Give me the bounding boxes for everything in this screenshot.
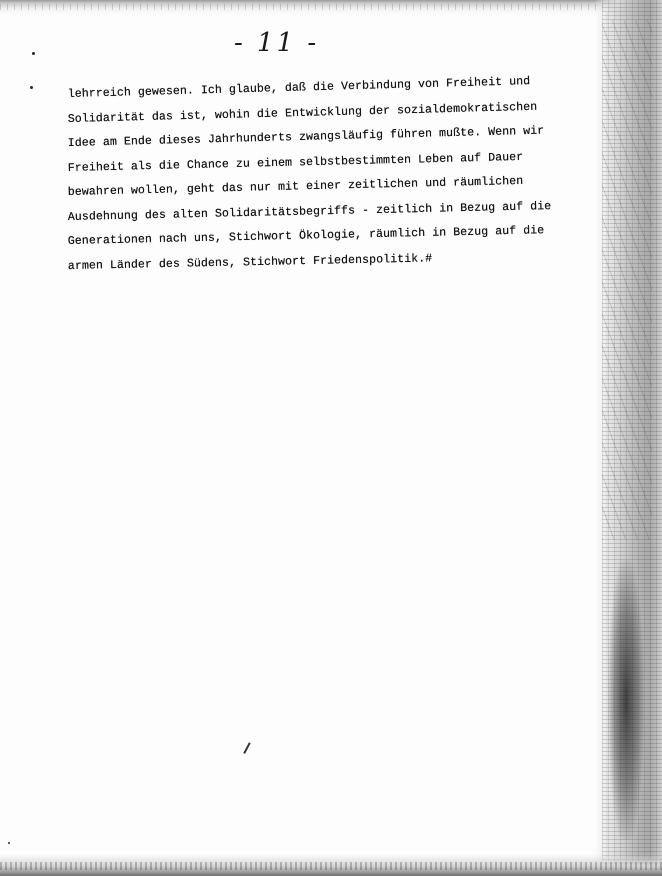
body-text bbox=[67, 75, 568, 284]
margin-speck bbox=[32, 52, 35, 55]
text-line: Idee am Ende dieses Jahrhunderts zwangsläufig führen mußte. Wenn wir bbox=[67, 124, 545, 150]
margin-speck bbox=[30, 86, 33, 89]
scan-right-dark-patch bbox=[608, 560, 644, 840]
text-line: Generationen nach uns, Stichwort Ökologie, räumlich in Bezug auf die bbox=[67, 224, 545, 248]
text-line: Freiheit als die Chance zu einem selbstbestimmten Leben auf Dauer bbox=[67, 150, 524, 175]
text-line: Solidarität das ist, wohin die Entwicklung der sozialdemokratischen bbox=[67, 100, 538, 126]
stray-pen-mark bbox=[243, 742, 250, 753]
scan-bottom-noise bbox=[0, 862, 662, 870]
text-line: lehrreich gewesen. Ich glaube, daß die Verbindung von Freiheit und bbox=[67, 75, 531, 101]
text-line: Ausdehnung des alten Solidaritätsbegriffs - zeitlich in Bezug auf die bbox=[67, 199, 552, 224]
text-line: armen Länder des Südens, Stichwort Friedenspolitik.# bbox=[67, 251, 433, 273]
text-line: bewahren wollen, geht das nur mit einer zeitlichen und räumlichen bbox=[67, 174, 524, 199]
margin-speck bbox=[8, 842, 10, 844]
scan-top-noise bbox=[0, 4, 662, 10]
page-number: - 11 - bbox=[234, 28, 320, 58]
scan-right-streaks bbox=[602, 20, 652, 540]
